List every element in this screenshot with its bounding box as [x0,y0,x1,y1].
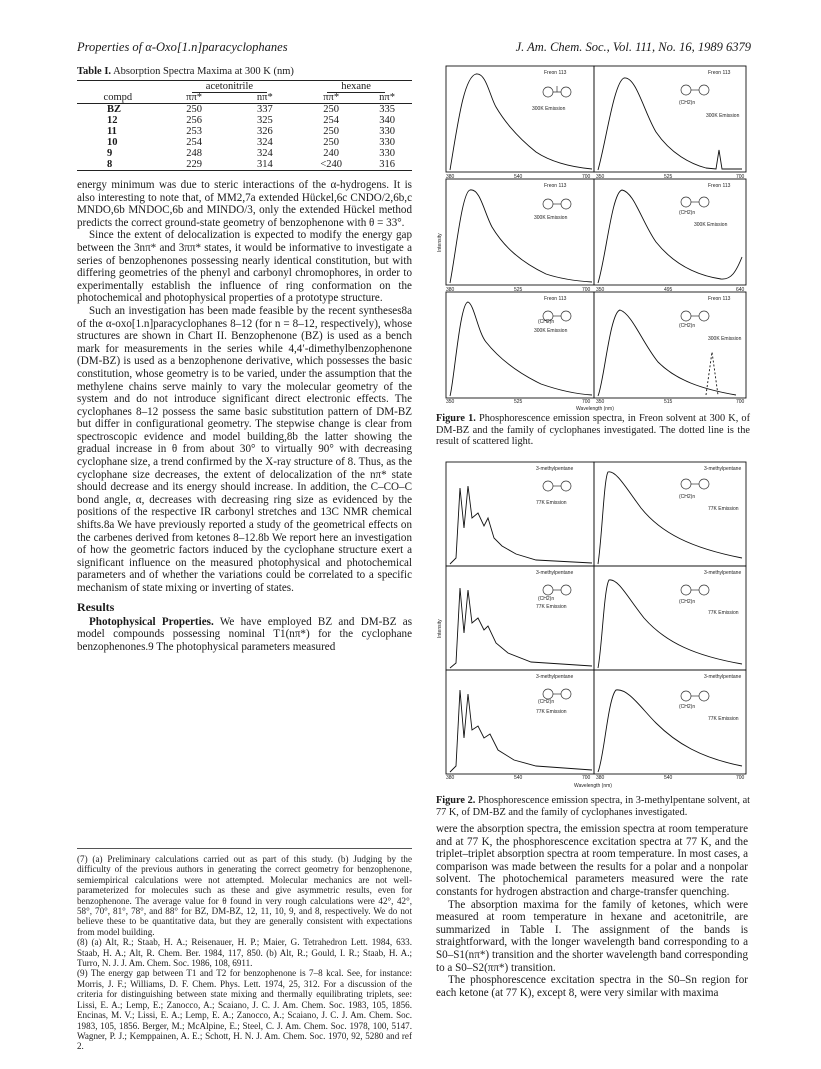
f1-caption-text: Phosphorescence emission spectra, in Freon solvent at 300 K, of DM-BZ and the family of cyclophanes investigated. The dotted line is the result of scattered light. [436,413,751,448]
body-paragraph: Such an investigation has been made feasible by the recent syntheses8a of the α-oxo[1.n]paracyclophanes 8–12 (for n = 8–12, respectively), whose structures are shown in Chart II. Benzophenone (BZ) is used as a bench mark for measurements in the series while 4,4′-dimethylbenzophenone (DM-BZ) is used as a benzophenone derivative, which possesses the basic constitution, whose geometry is to be varied, under the assumption that the methylene chains serve mainly to vary the molecular geometry of the system and do not introduce significant direct electronic effects. The cyclophanes 8–12 possess the same basic substitution pattern of DM-BZ but differ in configurational geometry. The stepwise change is clear from spectroscopic evidence and model building,8b the latter showing the gradual increase in θ from about 30° to virtually 90° with decreasing cyclophane size, a trend confirmed by the X-ray structure of 8. Thus, as the cyclophane size decreases, the extent of delocalization of the nπ* state should decrease and its energy should increase. In addition, the C–CO–C bond angle, α, decreases with decreasing ring size as evidenced by the positions of the respective IR carbonyl stretches and 13C NMR chemical shifts.8a We have previously reported a study of the geometrical effects on the carbenes derived from ketones 8–12.8b We report here an investigation of how the geometric factors induced by the cyclophane structure exert a significant influence on the measured photophysical and photochemical parameters and of whether the variations could be correlated to a specific mechanism of state mixing or inverting of states. [77,304,412,594]
f1-solvent-label: Freon 113 [708,70,731,76]
f1-ylabel: Intensity [437,233,443,252]
f1-spectrum-curve [598,310,736,396]
f1-xtick: 700 [736,399,745,405]
f2-spectrum-curve [598,690,742,772]
f1-xtick: 525 [514,287,523,293]
f2-spectrum-curve [598,580,742,668]
table-column-header-row [77,92,412,104]
running-head-title: Properties of α-Oxo[1.n]paracyclophanes [77,40,288,54]
f1-emission-label: 300K Emission [534,215,568,221]
f1-xtick: 495 [664,287,673,293]
col-pipi-hex: ππ* [300,92,362,104]
f1-panel-frame [594,66,746,172]
f1-chain-label: (CH2)n [679,323,696,329]
table-cell-value: 240 [323,148,340,159]
f2-emission-label: 77K Emission [536,500,567,506]
f1-panel-frame [446,66,594,172]
f2-chain-label: (CH2)n [538,699,555,705]
table-row [77,148,412,159]
f2-xtick: 380 [596,775,605,781]
table-cell-value: 248 [186,148,202,159]
f2-xtick: 700 [736,775,745,781]
table-cell-value: 335 [379,104,395,115]
f1-chain-label: (CH2)n [679,100,696,106]
results-paragraph [77,616,412,654]
group-acetonitrile: acetonitrile [192,81,267,93]
footnotes [77,848,412,1052]
footnote-rule [77,848,412,849]
f1-xtick: 640 [736,287,745,293]
f1-emission-label: 300K Emission [534,328,568,334]
figure-1-plot [436,62,750,412]
f1-solvent-label: Freon 113 [708,183,731,189]
figure-2 [436,458,750,818]
table-cell-compd: BZ [107,104,122,115]
f2-chain-label: (CH2)n [679,494,696,500]
f2-panel-frame [594,462,746,566]
f1-xtick: 380 [446,174,455,180]
f1-xlabel: Wavelength (nm) [576,406,614,412]
f2-xtick: 540 [664,775,673,781]
table-caption [77,66,412,77]
body-paragraph: energy minimum was due to steric interactions of the α-hydrogens. It is also interesting to note that, of MM2,7a extended Hückel,6c CNDO/2,6b,c MNDO,6b MNDOC,6b and MINDO/3, only the extended Hückel method predicts the correct ground-state geometry of benzophenone with θ = 33°. [77,179,412,229]
section-heading-results: Results [77,599,115,614]
f1-xtick: 350 [446,399,455,405]
f1-spectrum-curve [598,78,742,170]
f1-solvent-label: Freon 113 [708,296,731,302]
f1-xtick: 380 [446,287,455,293]
f2-chain-label: (CH2)n [679,599,696,605]
col-npi-acn: nπ* [229,92,300,104]
f1-emission-label: 300K Emission [532,106,566,112]
table-cell-value: 330 [379,148,395,159]
results-text: We have employed BZ and DM-BZ as model compounds possessing nominal T1(nπ*) for the cyclophane benzophenones.9 The photophysical parameters measured [77,615,413,653]
table-cell-value: 316 [362,159,412,171]
f1-panel-frame [594,292,746,398]
f2-xlabel: Wavelength (nm) [574,783,612,789]
f2-emission-label: 77K Emission [708,716,739,722]
f2-spectrum-curve [450,690,592,772]
table-row [77,126,412,137]
f1-xtick: 350 [596,399,605,405]
table-row [77,104,412,116]
f2-panel-frame [446,462,594,566]
body-paragraph: The phosphorescence excitation spectra in the S0–Sn region for each ketone (at 77 K), except 8, were very similar with maxima [436,974,748,999]
table-cell-value: 324 [256,137,273,148]
f1-xtick: 525 [514,399,523,405]
table-row [77,115,412,126]
table-cell-value: 330 [379,137,395,148]
f1-xtick: 540 [514,174,523,180]
table-cell-compd: 11 [107,126,117,137]
f1-solvent-label: Freon 113 [544,296,567,302]
f2-xtick: 540 [514,775,523,781]
figure-2-plot [436,458,750,780]
f1-panel-frame [446,179,594,285]
table-cell-value: 254 [323,115,340,126]
f1-xtick: 700 [582,174,591,180]
running-head-journal: J. Am. Chem. Soc., Vol. 111, No. 16, 1989 6379 [515,40,751,54]
results-subheading: Photophysical Properties. [89,615,214,628]
table-label: Table I. [77,66,112,77]
f1-panel-frame [594,179,746,285]
f1-xtick: 700 [582,287,591,293]
f1-xtick: 350 [596,287,605,293]
table-cell-value: 250 [186,104,202,115]
f2-caption-label: Figure 2. [436,795,476,806]
table-cell-value: 250 [323,126,340,137]
f1-spectrum-curve [450,74,592,170]
f2-emission-label: 77K Emission [708,610,739,616]
table-cell-compd: 8 [77,159,159,171]
f1-chain-label: (CH2)n [538,319,555,325]
f1-xtick: 350 [596,174,605,180]
right-column-body [436,823,748,999]
footnote-8: (8) (a) Alt, R.; Staab, H. A.; Reisenauer, H. P.; Maier, G. Tetrahedron Lett. 1984, 633. Staab, H. A.; Alt, R. Chem. Ber. 1984, 117, 850. (b) Alt, R.; Gould, I. R.; Staab, H. A.; Turro, N. J. J. Am. Chem. Soc. 1986, 108, 6911. [77,937,412,969]
table-cell-value: 340 [379,115,395,126]
table-cell-value: 314 [229,159,300,171]
table-cell-value: 256 [186,115,202,126]
f2-solvent-label: 3-methylpentane [536,466,574,472]
table-cell-compd: 9 [107,148,113,159]
table-cell-value: 250 [323,104,340,115]
f2-chain-label: (CH2)n [538,596,555,602]
col-pipi-acn: ππ* [159,92,230,104]
f1-xtick: 700 [582,399,591,405]
f2-panel-frame [594,566,746,670]
f2-chain-label: (CH2)n [679,704,696,710]
f1-spectrum-curve [598,190,742,283]
table-cell-compd: 12 [107,115,118,126]
table-cell-value: 330 [379,126,395,137]
f1-emission-label: 300K Emission [708,336,742,342]
table-cell-value: 324 [256,148,273,159]
f1-solvent-label: Freon 113 [544,70,567,76]
f2-solvent-label: 3-methylpentane [536,674,574,680]
f2-solvent-label: 3-methylpentane [704,674,742,680]
table-cell-value: 337 [256,104,273,115]
f2-spectrum-curve [450,486,592,564]
absorption-table [77,80,412,171]
f2-panel-frame [446,670,594,774]
f1-chain-label: (CH2)n [679,210,696,216]
f2-panel-frame [594,670,746,774]
f2-ylabel: Intensity [437,619,443,638]
body-paragraph: were the absorption spectra, the emission spectra at room temperature and at 77 K, the phosphorescence excitation spectra at 77 K, and the triplet–triplet absorption spectra at room temperature. In most cases, a comparison was made between the results for a polar and a nonpolar solvent. The photochemical parameters measured were the rate constants for hydrogen abstraction and charge-transfer quenching. [436,823,748,898]
f2-panel-frame [446,566,594,670]
table-cell-value: 229 [159,159,230,171]
f2-emission-label: 77K Emission [536,709,567,715]
f2-solvent-label: 3-methylpentane [704,466,742,472]
f1-emission-label: 300K Emission [706,113,740,119]
f1-solvent-label: Freon 113 [544,183,567,189]
f1-xtick: 525 [664,174,673,180]
table-cell-value: 253 [186,126,202,137]
table-cell-compd: 10 [107,137,118,148]
table-row [77,137,412,148]
table-cell-value: 326 [256,126,273,137]
f2-xtick: 380 [446,775,455,781]
footnote-9: (9) The energy gap between T1 and T2 for benzophenone is 7–8 kcal. See, for instance: Morris, J. F.; Williams, D. F. Chem. Phys. Lett. 1974, 25, 312. For a discussion of the criteria for distinguishing between state mixing and thermally equilibrating triplets, see: Lissi, E. A.; Lemp, E.; Zanocco, A.; Scaiano, J. C. J. Am. Chem. Soc. 1983, 105, 1856. Encinas, M. V.; Lissi, E. A.; Lemp, E. A.; Zanocco, A.; Scaiano, J. C. J. Am. Chem. Soc. 1983, 105, 1856. Berger, M.; McAlpine, E.; Steel, C. J. Am. Chem. Soc. 1978, 100, 5147. Wagner, P. J.; Kemppainen, A. E.; Schott, H. N. J. Am. Chem. Soc. 1970, 92, 5280 and ref 2. [77,968,412,1052]
f2-spectrum-curve [598,472,742,564]
f1-panel-frame [446,292,594,398]
table-title: Absorption Spectra Maxima at 300 K (nm) [113,66,294,77]
figure-1-caption [436,413,750,448]
footnote-7: (7) (a) Preliminary calculations carried out as part of this study. (b) Judging by the difficulty of the previous authors in generating the correct geometry for benzophenone, semiempirical calculations were not attempted. Molecular mechanics are not well-parameterized for molecules such as these and give asymmetric results, even for benzophenone. The average value for θ found in very rough calculations were 42°, 42°, 58°, 70°, 81°, 78°, and 88° for BZ, DM-BZ, 12, 11, 10, 9, and 8, respectively. We do not believe these to be quantitative data, but they are generally consistent with expectations from model building. [77,854,412,937]
f2-emission-label: 77K Emission [536,604,567,610]
figure-2-caption [436,795,750,818]
f2-solvent-label: 3-methylpentane [536,570,574,576]
f2-caption-text: Phosphorescence emission spectra, in 3-methylpentane solvent, at 77 K, of DM-BZ and the family of cyclophanes investigated. [436,795,750,818]
table-cell-value: <240 [300,159,362,171]
f2-spectrum-curve [450,588,592,668]
left-column [77,66,412,653]
f1-xtick: 515 [664,399,673,405]
f1-caption-label: Figure 1. [436,413,476,424]
col-npi-hex: nπ* [362,92,412,104]
table-cell-value: 254 [186,137,202,148]
table-group-header-row [77,81,412,93]
table-row [77,159,412,171]
f2-emission-label: 77K Emission [708,506,739,512]
f1-xtick: 700 [736,174,745,180]
col-compd: compd [77,92,159,104]
figure-1 [436,62,750,448]
body-paragraph: The absorption maxima for the family of ketones, which were measured at room temperature in hexane and acetonitrile, are summarized in Table I. The assignment of the bands is straightforward, with the longer wavelength band corresponding to a S0–S1(nπ*) transition and the shorter wavelength band corresponding to a S0–S2(ππ*) transition. [436,898,748,974]
f2-xtick: 700 [582,775,591,781]
f2-solvent-label: 3-methylpentane [704,570,742,576]
body-paragraph: Since the extent of delocalization is expected to modify the energy gap between the 3nπ* and 3ππ* states, it would be informative to investigate a series of benzophenones possessing nearly identical constitution, but with differing geometries of the phenyl and carbonyl chromophores, in order to experimentally establish the influence of ring conformation on the photochemical and photophysical properties of a prototype structure. [77,229,412,305]
group-hexane: hexane [327,81,385,93]
table-cell-value: 250 [323,137,340,148]
f1-emission-label: 300K Emission [694,222,728,228]
table-cell-value: 325 [256,115,273,126]
